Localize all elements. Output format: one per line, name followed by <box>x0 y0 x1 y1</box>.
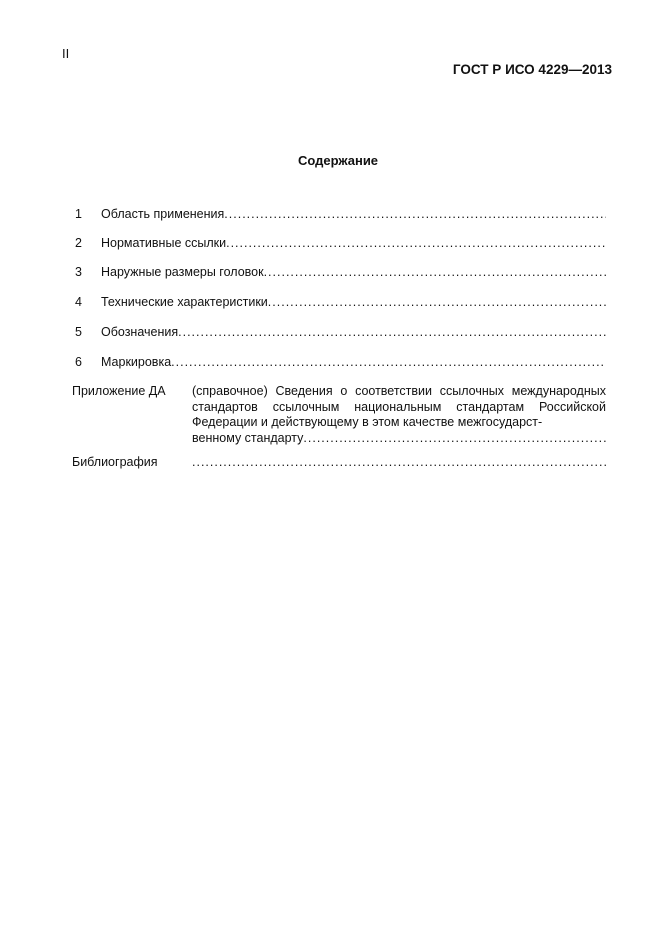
toc-item[interactable] <box>75 325 606 339</box>
toc-item[interactable] <box>75 207 606 221</box>
page-number: II <box>62 46 70 61</box>
leader-dots <box>226 236 606 250</box>
bibliography-label: Библиография <box>72 455 158 469</box>
leader-dots <box>192 455 606 469</box>
toc-bibliography[interactable] <box>72 455 606 469</box>
document-code: ГОСТ Р ИСО 4229—2013 <box>452 62 612 77</box>
toc-item-number: 6 <box>75 355 82 369</box>
leader-dots <box>268 295 606 309</box>
toc-item-label: Обозначения <box>101 325 179 339</box>
toc-item-label: Область применения <box>101 207 225 221</box>
toc-item[interactable] <box>75 295 606 309</box>
toc-item-label: Маркировка <box>101 355 172 369</box>
appendix-text-end: венному стандарту <box>192 430 304 445</box>
toc-item-number: 1 <box>75 207 82 221</box>
toc-item-number: 4 <box>75 295 82 309</box>
toc-item-label: Наружные размеры головок <box>101 265 264 279</box>
appendix-text: (справочное) Сведения о соответствии ссылочных международных стандартов ссылочным национальным стандартам Российской Федерации и действующему в этом качестве межгосударст- <box>192 384 606 429</box>
toc-item[interactable] <box>75 265 606 279</box>
toc-title: Содержание <box>297 153 379 168</box>
toc-item-label: Нормативные ссылки <box>101 236 227 250</box>
toc-item-number: 5 <box>75 325 82 339</box>
toc-item[interactable] <box>75 355 606 369</box>
toc-item[interactable] <box>75 236 606 250</box>
toc-item-number: 3 <box>75 265 82 279</box>
leader-dots <box>303 431 606 447</box>
leader-dots <box>264 265 606 279</box>
appendix-label: Приложение ДА <box>72 384 166 398</box>
leader-dots <box>171 355 606 369</box>
toc-item-label: Технические характеристики <box>101 295 268 309</box>
leader-dots <box>178 325 606 339</box>
leader-dots <box>224 207 606 221</box>
toc-item-number: 2 <box>75 236 82 250</box>
